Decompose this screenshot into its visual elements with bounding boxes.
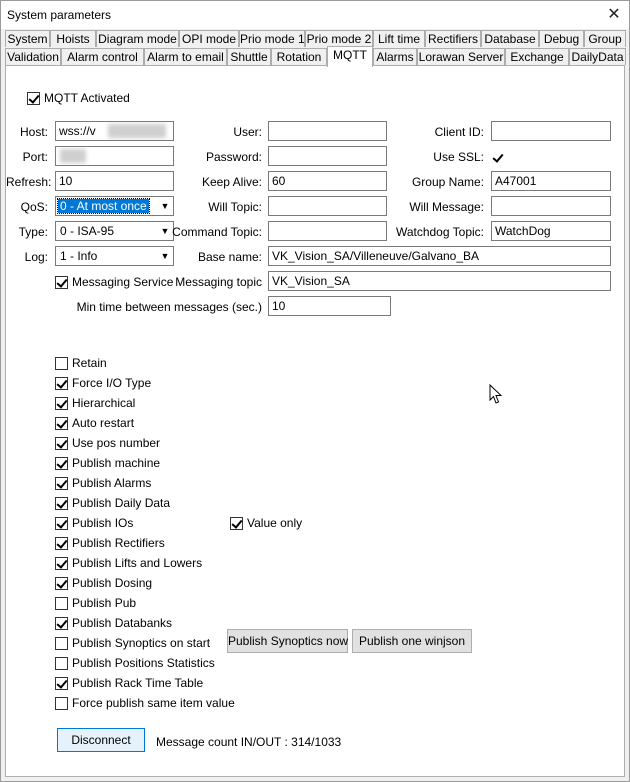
group-name-input[interactable]: A47001 — [491, 171, 611, 191]
publish-lifts-and-lowers-checkbox[interactable] — [55, 557, 68, 570]
will-topic-input[interactable] — [268, 196, 387, 216]
tab-prio-mode-2[interactable]: Prio mode 2 — [306, 32, 372, 46]
tab-mqtt[interactable]: MQTT — [327, 46, 373, 67]
user-input[interactable] — [268, 121, 387, 141]
force-i-o-type-label: Force I/O Type — [72, 376, 152, 390]
password-input[interactable] — [268, 146, 387, 166]
publish-rack-time-table-label: Publish Rack Time Table — [72, 676, 204, 690]
type-select[interactable] — [55, 221, 174, 241]
value-only-label: Value only — [247, 516, 303, 530]
group-name-label: Group Name: — [411, 175, 484, 189]
publish-pub-checkbox[interactable] — [55, 597, 68, 610]
tab-lorawan-server[interactable]: Lorawan Server — [418, 50, 504, 64]
messaging-service-checkbox[interactable] — [55, 276, 68, 289]
publish-alarms-label: Publish Alarms — [72, 476, 152, 490]
publish-rack-time-table-checkbox[interactable] — [55, 677, 68, 690]
user-label: User: — [233, 125, 262, 139]
client-id-input[interactable] — [491, 121, 611, 141]
publish-ios-checkbox[interactable] — [55, 517, 68, 530]
tab-system[interactable]: System — [5, 30, 50, 47]
force-i-o-type-checkbox[interactable] — [55, 377, 68, 390]
publish-dosing-label: Publish Dosing — [72, 576, 153, 590]
hierarchical-checkbox[interactable] — [55, 397, 68, 410]
force-publish-same-item-value-checkbox[interactable] — [55, 697, 68, 710]
mouse-pointer-icon — [489, 384, 503, 405]
will-message-label: Will Message: — [409, 200, 484, 214]
publish-dosing-checkbox[interactable] — [55, 577, 68, 590]
tab-alarms[interactable]: Alarms — [373, 48, 417, 65]
messaging-topic-label: Messaging topic — [175, 275, 262, 289]
tab-rectifiers[interactable]: Rectifiers — [425, 30, 481, 47]
publish-positions-statistics-label: Publish Positions Statistics — [72, 656, 215, 670]
log-value: 1 - Info — [60, 249, 98, 263]
password-label: Password: — [205, 150, 262, 164]
tab-group[interactable]: Group — [584, 30, 626, 47]
use-pos-number-label: Use pos number — [72, 436, 161, 450]
tab-database[interactable]: Database — [481, 30, 539, 47]
use-ssl-label: Use SSL: — [433, 150, 484, 164]
tab-exchange[interactable]: Exchange — [505, 48, 569, 65]
tab-alarm-to-email[interactable]: Alarm to email — [144, 48, 227, 65]
publish-alarms-checkbox[interactable] — [55, 477, 68, 490]
force-publish-same-item-value-label: Force publish same item value — [72, 696, 235, 710]
publish-ios-label: Publish IOs — [72, 516, 134, 530]
message-count-text: Message count IN/OUT : 314/1033 — [156, 735, 342, 749]
publish-databanks-label: Publish Databanks — [72, 616, 173, 630]
retain-checkbox[interactable] — [55, 357, 68, 370]
command-topic-input[interactable] — [268, 221, 387, 241]
publish-synoptics-now-button[interactable]: Publish Synoptics now — [227, 629, 348, 653]
keep-alive-label: Keep Alive: — [201, 175, 262, 189]
auto-restart-checkbox[interactable] — [55, 417, 68, 430]
base-name-input[interactable]: VK_Vision_SA/Villeneuve/Galvano_BA — [268, 246, 611, 266]
title-bar — [1, 1, 629, 29]
qos-label: QoS: — [20, 200, 48, 214]
tab-prio-mode-1[interactable]: Prio mode 1 — [240, 32, 305, 46]
host-label: Host: — [19, 125, 48, 139]
publish-machine-checkbox[interactable] — [55, 457, 68, 470]
publish-databanks-checkbox[interactable] — [55, 617, 68, 630]
publish-machine-label: Publish machine — [72, 456, 161, 470]
mqtt-activated-label: MQTT Activated — [44, 91, 130, 105]
publish-synoptics-on-start-checkbox[interactable] — [55, 637, 68, 650]
tab-opi-mode[interactable]: OPI mode — [179, 30, 239, 47]
refresh-input[interactable]: 10 — [55, 171, 174, 191]
port-input[interactable] — [55, 146, 174, 166]
keep-alive-input[interactable]: 60 — [268, 171, 387, 191]
disconnect-button[interactable]: Disconnect — [57, 728, 145, 752]
tab-validation[interactable]: Validation — [5, 48, 61, 65]
tab-diagram-mode[interactable]: Diagram mode — [96, 30, 179, 47]
tab-alarm-control[interactable]: Alarm control — [61, 48, 144, 65]
publish-synoptics-on-start-label: Publish Synoptics on start — [72, 636, 211, 650]
retain-label: Retain — [72, 356, 107, 370]
publish-positions-statistics-checkbox[interactable] — [55, 657, 68, 670]
window-title: System parameters — [7, 8, 112, 22]
publish-rectifiers-checkbox[interactable] — [55, 537, 68, 550]
will-topic-label: Will Topic: — [208, 200, 262, 214]
refresh-label: Refresh: — [6, 175, 52, 189]
chevron-down-icon[interactable]: ▼ — [160, 251, 170, 261]
publish-pub-label: Publish Pub — [72, 596, 137, 610]
tab-lift-time[interactable]: Lift time — [373, 30, 425, 47]
redacted-host — [108, 124, 166, 138]
min-time-input[interactable]: 10 — [268, 296, 391, 316]
publish-one-winjson-button[interactable]: Publish one winjson — [352, 629, 472, 653]
chevron-down-icon[interactable]: ▼ — [160, 201, 170, 211]
publish-rectifiers-label: Publish Rectifiers — [72, 536, 165, 550]
redacted-port — [60, 149, 86, 163]
tab-shuttle[interactable]: Shuttle — [227, 48, 271, 65]
messaging-topic-input[interactable]: VK_Vision_SA — [268, 271, 611, 291]
host-input[interactable] — [55, 121, 174, 141]
publish-daily-data-label: Publish Daily Data — [72, 496, 171, 510]
tab-hoists[interactable]: Hoists — [50, 30, 96, 47]
log-select[interactable] — [55, 246, 174, 266]
qos-select[interactable] — [55, 196, 174, 216]
messaging-service-label: Messaging Service — [72, 275, 174, 289]
chevron-down-icon[interactable]: ▼ — [160, 226, 170, 236]
publish-lifts-and-lowers-label: Publish Lifts and Lowers — [72, 556, 203, 570]
port-label: Port: — [22, 150, 48, 164]
type-label: Type: — [18, 225, 48, 239]
base-name-label: Base name: — [197, 250, 262, 264]
use-pos-number-checkbox[interactable] — [55, 437, 68, 450]
will-message-input[interactable] — [491, 196, 611, 216]
client-id-label: Client ID: — [434, 125, 484, 139]
min-time-label: Min time between messages (sec.) — [76, 300, 262, 314]
command-topic-label: Command Topic: — [172, 225, 262, 239]
close-icon[interactable]: ✕ — [607, 6, 621, 23]
tab-debug[interactable]: Debug — [539, 30, 584, 47]
value-only-checkbox[interactable] — [230, 517, 243, 530]
watchdog-topic-label: Watchdog Topic: — [395, 225, 484, 239]
use-ssl-checkbox[interactable] — [491, 151, 504, 164]
qos-value: 0 - At most once — [60, 199, 147, 213]
mqtt-panel — [5, 65, 625, 777]
tab-rotation[interactable]: Rotation — [271, 48, 327, 65]
type-value: 0 - ISA-95 — [60, 224, 115, 238]
tab-dailydata[interactable]: DailyData — [569, 48, 626, 65]
publish-daily-data-checkbox[interactable] — [55, 497, 68, 510]
hierarchical-label: Hierarchical — [72, 396, 136, 410]
auto-restart-label: Auto restart — [72, 416, 135, 430]
watchdog-topic-input[interactable]: WatchDog — [491, 221, 611, 241]
host-value: wss://v — [59, 124, 96, 138]
mqtt-activated-checkbox[interactable] — [27, 92, 40, 105]
log-label: Log: — [24, 250, 48, 264]
